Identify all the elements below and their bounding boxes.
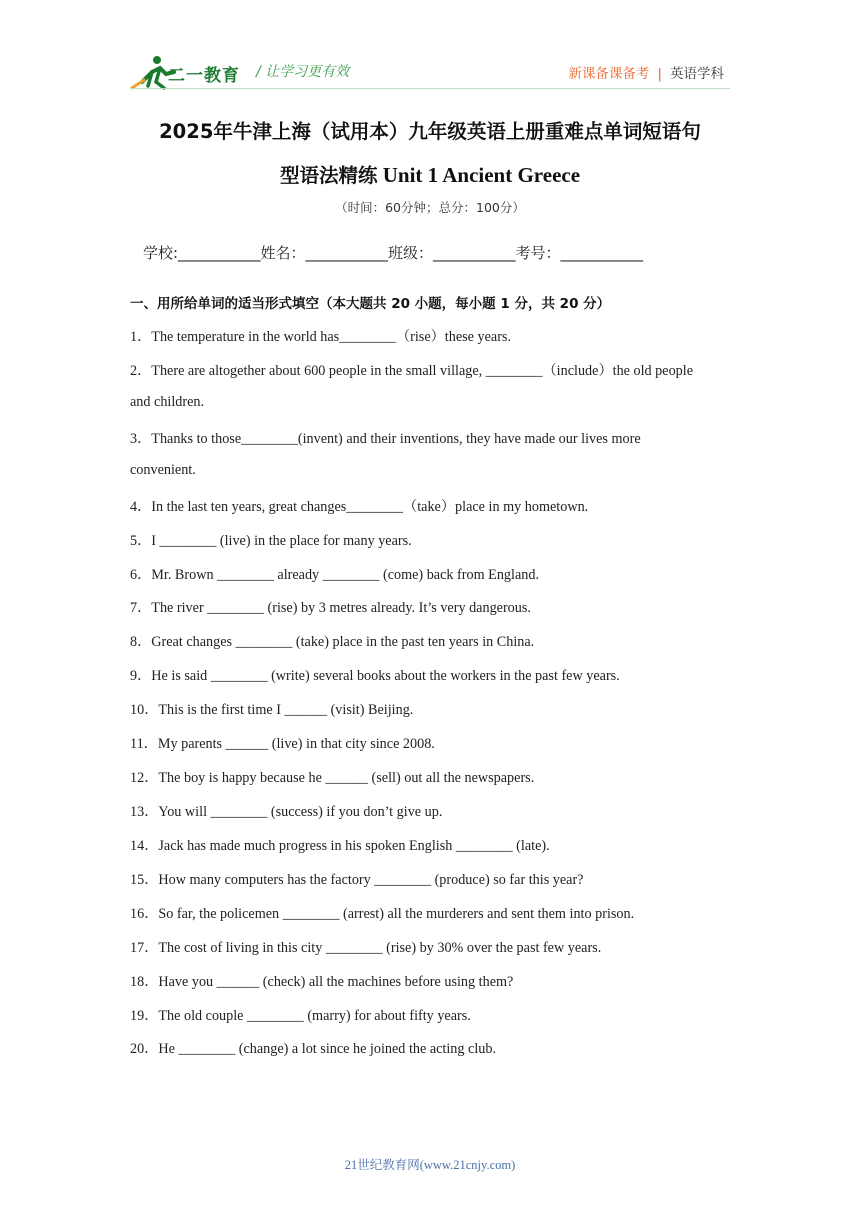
question-line: 8．Great changes ________ (take) place in the past ten years in China.	[130, 634, 535, 650]
question-line: 16．So far, the policemen ________ (arrest) all the murderers and sent them into prison.	[130, 906, 635, 922]
header-subject-label: 英语学科	[670, 66, 724, 82]
question-line: 2．There are altogether about 600 people in the small village, ________（include）the old people	[130, 363, 694, 379]
section-title: 一、用所给单词的适当形式填空（本大题共 20 小题，每小题 1 分，共 20 分）	[130, 296, 611, 312]
header-separator: |	[657, 66, 662, 82]
question-line: 7．The river ________ (rise) by 3 metres already. It’s very dangerous.	[130, 600, 531, 616]
question-line: 14．Jack has made much progress in his spoken English ________ (late).	[130, 838, 550, 854]
page-title-line2	[100, 160, 760, 188]
question-line: 12．The boy is happy because he ______ (sell) out all the newspapers.	[130, 770, 535, 786]
title-en: Unit 1 Ancient Greece	[377, 163, 581, 187]
question-line: 17．The cost of living in this city ________ (rise) by 30% over the past few years.	[130, 940, 602, 956]
title-cn: 型语法精练	[279, 164, 378, 187]
question-line: 10．This is the first time I ______ (visit) Beijing.	[130, 702, 414, 718]
question-line: 11．My parents ______ (live) in that city since 2008.	[130, 736, 435, 752]
question-line: 9．He is said ________ (write) several books about the workers in the past few years.	[130, 668, 620, 684]
header-divider	[130, 88, 730, 89]
question-line: 5．I ________ (live) in the place for many years.	[130, 533, 412, 549]
page-header	[0, 0, 860, 100]
footer-source: 21世纪教育网(www.21cnjy.com)	[344, 1158, 516, 1172]
question-line: 3．Thanks to those________(invent) and their inventions, they have made our lives more	[130, 431, 641, 447]
question-line: 18．Have you ______ (check) all the machines before using them?	[130, 974, 514, 990]
question-line: convenient.	[130, 462, 196, 478]
logo-text: 二一教育	[168, 66, 240, 86]
page-title-line1: 2025年牛津上海（试用本）九年级英语上册重难点单词短语句	[159, 120, 701, 143]
header-course-label: 新课备课备考	[568, 66, 650, 82]
student-info-line: 学校:___________姓名：___________班级：___________考号：___________	[143, 244, 644, 262]
exam-meta: （时间：60分钟；总分：100分）	[335, 200, 525, 215]
question-line: 1．The temperature in the world has________（rise）these years.	[130, 329, 511, 345]
slogan: / 让学习更有效	[256, 64, 350, 80]
question-line: 13．You will ________ (success) if you don’t give up.	[130, 804, 443, 820]
question-line: 4．In the last ten years, great changes________（take）place in my hometown.	[130, 499, 589, 515]
question-line: 15．How many computers has the factory ________ (produce) so far this year?	[130, 872, 584, 888]
question-line: 19．The old couple ________ (marry) for about fifty years.	[130, 1008, 471, 1024]
question-line: and children.	[130, 394, 205, 410]
header-subject	[568, 62, 724, 82]
question-line: 6．Mr. Brown ________ already ________ (come) back from England.	[130, 567, 539, 583]
question-line: 20．He ________ (change) a lot since he joined the acting club.	[130, 1041, 497, 1057]
